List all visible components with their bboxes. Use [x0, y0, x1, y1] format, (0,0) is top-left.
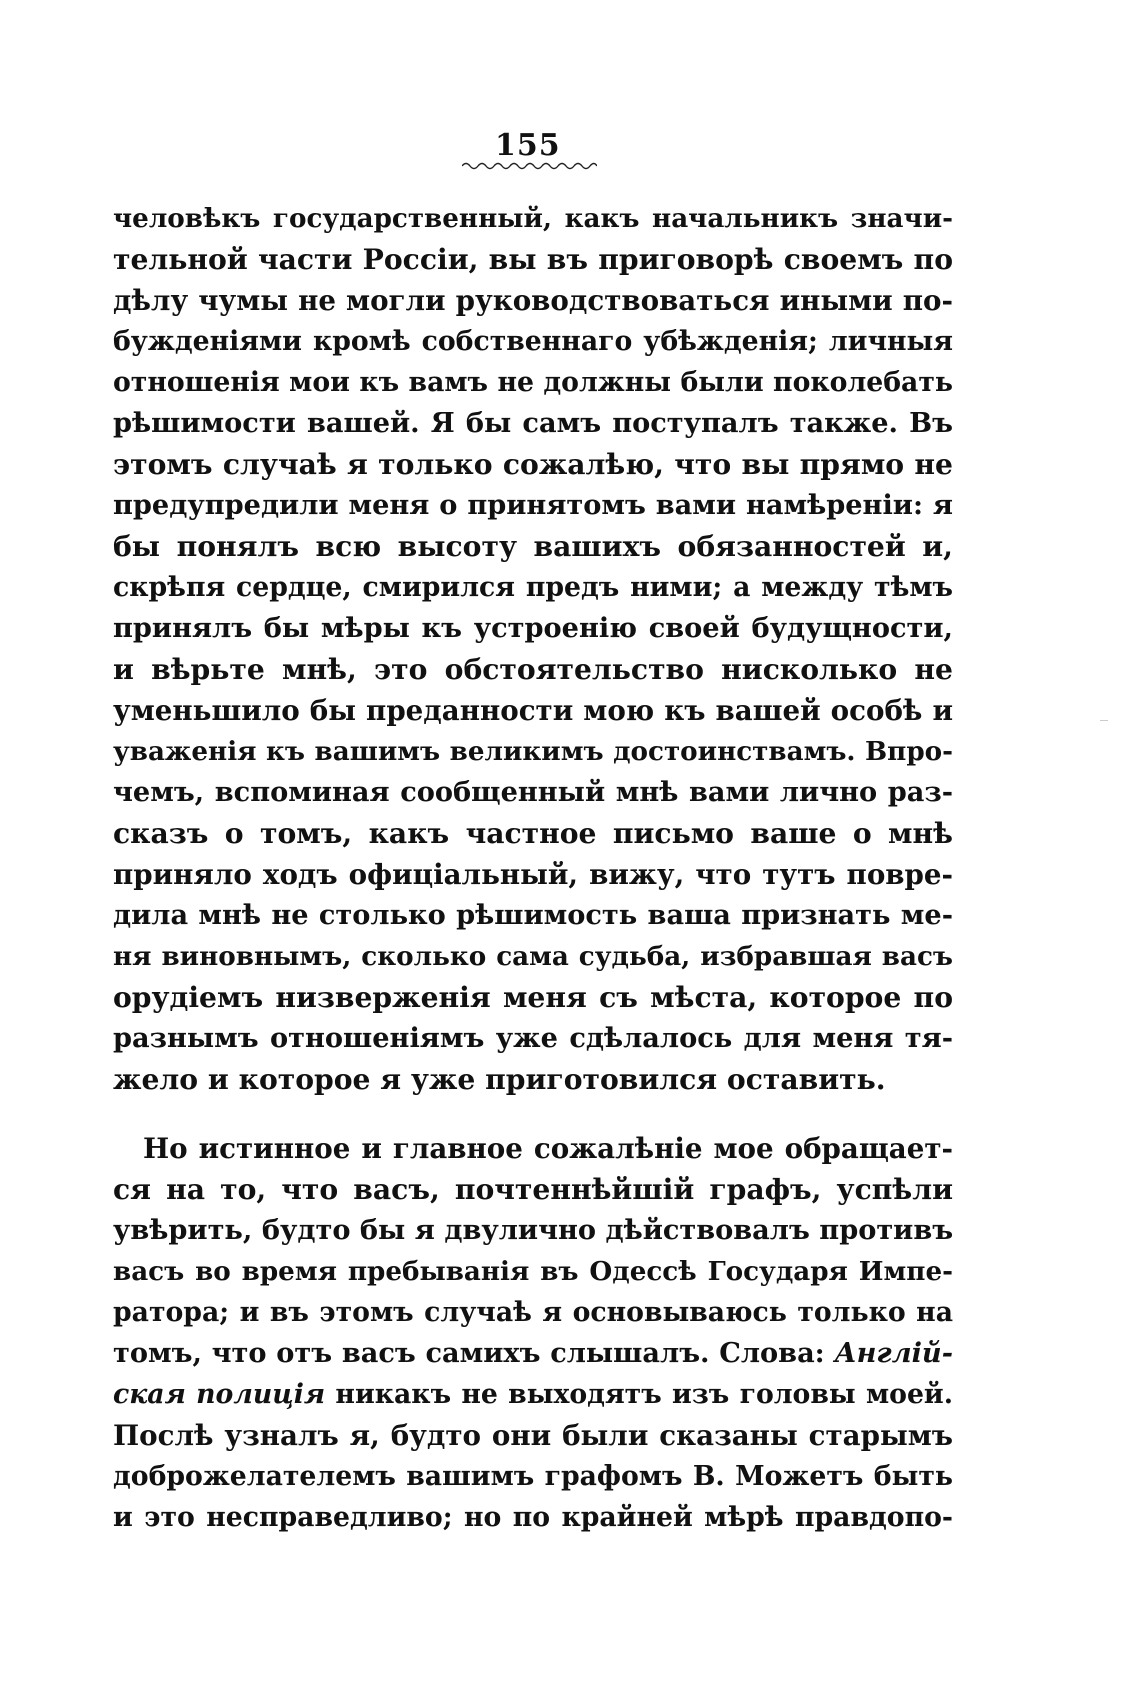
paragraph-new — [113, 1128, 953, 1538]
italic-text-span: ская полиція — [113, 1379, 326, 1410]
text-line: ня виновнымъ, сколько сама судьба, избравшая васъ — [113, 941, 953, 972]
paragraph-continuation — [113, 198, 953, 1100]
italic-text-span: Англій- — [834, 1337, 953, 1369]
text-line: жело и которое я уже приготовился оставить. — [113, 1063, 886, 1096]
ornament-divider — [462, 160, 597, 170]
text-line: скрѣпя сердце, смирился предъ ними; а между тѣмъ — [113, 572, 953, 603]
margin-mark — [1100, 720, 1108, 721]
text-line: рѣшимости вашей. Я бы самъ поступалъ также. Въ — [113, 407, 953, 439]
text-line: этомъ случаѣ я только сожалѣю, что вы прямо не — [113, 448, 953, 481]
text-line: сказъ о томъ, какъ частное письмо ваше о мнѣ — [113, 817, 953, 850]
text-line: дила мнѣ не столько рѣшимость ваша признать ме- — [113, 899, 953, 931]
text-line: доброжелателемъ вашимъ графомъ В. Можетъ быть — [113, 1461, 953, 1492]
text-line: чемъ, вспоминая сообщенный мнѣ вами лично раз- — [113, 776, 953, 808]
text-line: уваженія къ вашимъ великимъ достоинствамъ. Впро- — [113, 736, 953, 767]
text-line: дѣлу чумы не могли руководствоваться иными по- — [113, 284, 953, 317]
text-line: человѣкъ государственный, какъ начальникъ значи- — [113, 203, 953, 234]
text-line-mixed — [113, 1333, 953, 1374]
text-line: бужденіями кромѣ собственнаго убѣжденія; личныя — [113, 326, 953, 357]
text-line: отношенія мои къ вамъ не должны были поколебать — [113, 367, 953, 398]
text-line: и это несправедливо; но по крайней мѣрѣ правдопо- — [113, 1502, 953, 1533]
text-line: увѣрить, будто бы я двулично дѣйствовалъ противъ — [113, 1214, 954, 1246]
text-line: разнымъ отношеніямъ уже сдѣлалось для меня тя- — [113, 1022, 953, 1054]
text-line: предупредили меня о принятомъ вами намѣреніи: я — [113, 489, 953, 521]
text-span: томъ, что отъ васъ самихъ слышалъ. Слова: — [113, 1337, 835, 1369]
text-line: васъ во время пребыванія въ Одессѣ Государя Импе- — [113, 1256, 953, 1287]
text-line: Послѣ узналъ я, будто они были сказаны старымъ — [113, 1419, 953, 1452]
text-line: принялъ бы мѣры къ устроенію своей будущности, — [113, 612, 953, 644]
text-line: ратора; и въ этомъ случаѣ я основываюсь только на — [113, 1297, 953, 1328]
text-line: и вѣрьте мнѣ, это обстоятельство нисколько не — [113, 653, 953, 686]
text-line: уменьшило бы преданности мою къ вашей особѣ и — [113, 694, 953, 727]
text-line: приняло ходъ офиціальный, вижу, что тутъ повре- — [113, 858, 953, 891]
text-line-mixed — [113, 1374, 953, 1415]
text-span: никакъ не выходятъ изъ головы моей. — [325, 1379, 954, 1410]
text-line: орудіемъ низверженія меня съ мѣста, которое по — [113, 981, 953, 1014]
page-number: 155 — [495, 128, 561, 163]
text-line: бы понялъ всю высоту вашихъ обязанностей и, — [113, 530, 953, 563]
text-line: Но истинное и главное сожалѣніе мое обращает- — [143, 1132, 953, 1165]
text-line: ся на то, что васъ, почтеннѣйшій графъ, успѣли — [113, 1173, 953, 1206]
text-line: тельной части Россіи, вы въ приговорѣ своемъ по — [113, 243, 953, 276]
